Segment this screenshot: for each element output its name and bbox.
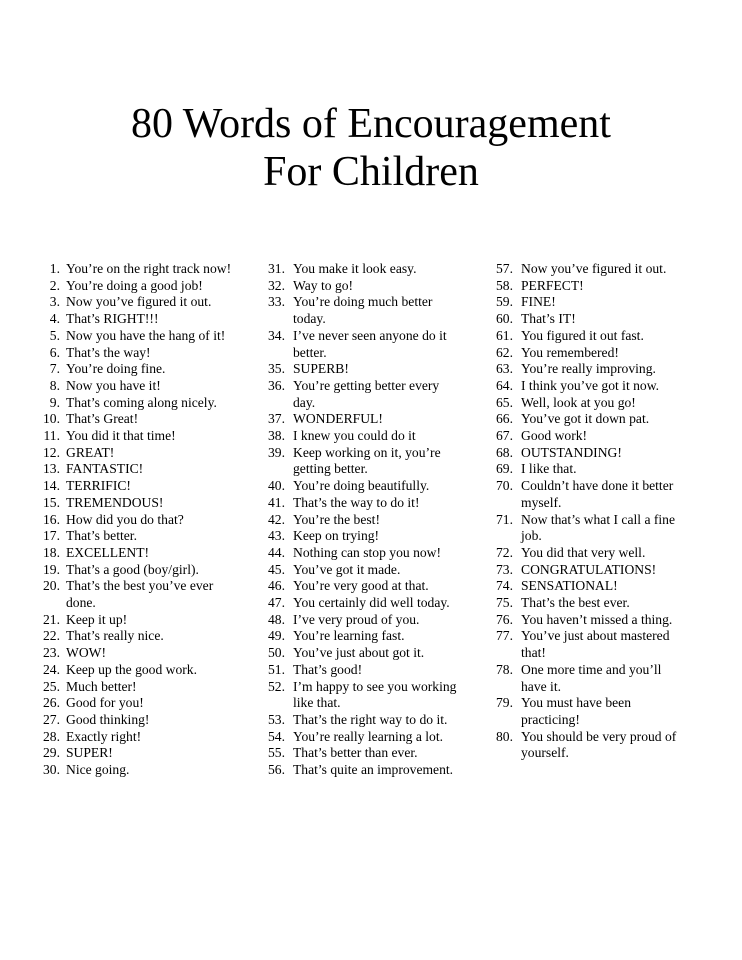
list-item [40,645,255,662]
list-item-number: 17. [43,528,60,544]
list-item-text: You figured it out fast. [521,327,644,343]
list-item-text: That’s good! [293,661,363,677]
list-item-text: You’re really learning a lot. [293,728,443,744]
list-item [268,294,480,327]
list-item-text: You’re doing much better today. [293,294,433,327]
list-item-number: 71. [496,511,513,527]
list-item-number: 42. [268,511,285,527]
list-item [268,745,480,762]
list-item-number: 7. [49,361,60,377]
list-item [40,628,255,645]
list-item [268,512,480,529]
list-item [40,578,255,611]
list-item [268,445,480,478]
list-item-text: SUPER! [66,745,113,761]
list-item [268,528,480,545]
list-item-number: 62. [496,344,513,360]
list-item-text: Now you’ve figured it out. [66,294,212,310]
list-item [268,762,480,779]
list-item [40,328,255,345]
list-item-text: PERFECT! [521,277,584,293]
list-item-text: You’ve just about mastered that! [521,628,670,661]
list-item-number: 53. [268,711,285,727]
list-item-text: You’re doing a good job! [66,277,203,293]
list-item [268,278,480,295]
list-item [268,495,480,512]
list-item [40,745,255,762]
list-item-text: You did it that time! [66,428,176,444]
list-column-3 [496,261,706,762]
list-item-text: CONGRATULATIONS! [521,561,657,577]
list-item-text: FANTASTIC! [66,461,144,477]
list-item [40,729,255,746]
list-item [496,729,706,762]
list-item-text: You’ve got it down pat. [521,411,650,427]
list-column-1 [40,261,255,779]
list-item-number: 76. [496,611,513,627]
list-item [496,378,706,395]
list-item-number: 41. [268,494,285,510]
list-item [496,361,706,378]
list-item [40,679,255,696]
list-item [496,461,706,478]
list-item-number: 21. [43,611,60,627]
list-item-text: That’s the way! [66,344,151,360]
list-item [496,512,706,545]
list-item-number: 9. [49,394,60,410]
list-item-text: Well, look at you go! [521,394,636,410]
list-item-text: You’re very good at that. [293,578,429,594]
list-item [496,294,706,311]
list-item-number: 59. [496,294,513,310]
list-item-number: 3. [49,294,60,310]
list-item-number: 47. [268,595,285,611]
list-item-number: 55. [268,745,285,761]
list-item-number: 80. [496,728,513,744]
list-item [496,328,706,345]
list-item-text: EXCELLENT! [66,544,150,560]
list-item-text: WOW! [66,645,107,661]
list-item-text: I knew you could do it [293,428,416,444]
list-item-number: 13. [43,461,60,477]
list-item-number: 38. [268,428,285,444]
list-item-number: 25. [43,678,60,694]
list-item [40,695,255,712]
list-item-text: I’ve very proud of you. [293,611,420,627]
list-item-number: 63. [496,361,513,377]
list-item-number: 12. [43,444,60,460]
list-item-number: 40. [268,478,285,494]
list-item [268,361,480,378]
list-item-number: 45. [268,561,285,577]
list-item-number: 15. [43,494,60,510]
list-item-text: FINE! [521,294,556,310]
list-item-text: Now you have it! [66,377,161,393]
list-item-number: 52. [268,678,285,694]
list-item-number: 74. [496,578,513,594]
list-item-text: You’re doing fine. [66,361,166,377]
list-item [496,445,706,462]
list-item-number: 57. [496,261,513,276]
list-item-text: I think you’ve got it now. [521,377,660,393]
list-item [268,729,480,746]
list-item [496,311,706,328]
list-item-number: 75. [496,595,513,611]
list-item-text: You’ve got it made. [293,561,401,577]
list-item-text: Good thinking! [66,711,150,727]
list-item-number: 28. [43,728,60,744]
list-item-number: 58. [496,277,513,293]
list-item-text: I’ve never seen anyone do it better. [293,327,447,360]
list-item [40,278,255,295]
list-item-text: Keep it up! [66,611,128,627]
list-item-text: That’s really nice. [66,628,164,644]
list-item-text: You remembered! [521,344,619,360]
list-item-number: 50. [268,645,285,661]
list-item [496,395,706,412]
list-item-number: 35. [268,361,285,377]
list-item [496,662,706,695]
list-item-number: 48. [268,611,285,627]
list-item-text: That’s the way to do it! [293,494,420,510]
list-item-text: TREMENDOUS! [66,494,164,510]
list-column-2 [268,261,480,779]
list-item [40,495,255,512]
list-item [496,695,706,728]
list-item [40,378,255,395]
list-item-text: One more time and you’ll have it. [521,661,662,694]
list-item-text: SUPERB! [293,361,349,377]
list-item-text: That’s coming along nicely. [66,394,217,410]
list-item-text: That’s the right way to do it. [293,711,448,727]
list-item [40,478,255,495]
list-item-number: 19. [43,561,60,577]
list-item-text: Now you’ve figured it out. [521,261,667,276]
list-item-number: 5. [49,327,60,343]
list-item-text: You’re doing beautifully. [293,478,430,494]
list-item-text: Exactly right! [66,728,142,744]
list-item-number: 22. [43,628,60,644]
list-item-text: That’s better. [66,528,137,544]
list-item-text: You haven’t missed a thing. [521,611,673,627]
list-item-text: That’s the best ever. [521,595,630,611]
list-item-text: How did you do that? [66,511,184,527]
list-item-text: You must have been practicing! [521,695,632,727]
list-item-number: 54. [268,728,285,744]
list-item [40,395,255,412]
list-item-text: Keep working on it, you’re getting better. [293,444,441,477]
list-item-text: Nice going. [66,762,130,778]
list-item-number: 2. [49,277,60,293]
list-item-text: I’m happy to see you working like that. [293,678,457,711]
list-item [496,612,706,629]
list-item-text: You’re the best! [293,511,380,527]
list-item-text: That’s the best you’ve ever done. [66,578,214,611]
list-item [496,628,706,661]
list-item-number: 67. [496,428,513,444]
list-item-number: 51. [268,661,285,677]
list-item [40,345,255,362]
list-item-text: Way to go! [293,277,354,293]
list-item [496,478,706,511]
list-item-text: You make it look easy. [293,261,417,276]
list-item [40,528,255,545]
list-item [40,512,255,529]
list-item-text: TERRIFIC! [66,478,131,494]
list-item-text: You should be very proud of yourself. [521,728,677,761]
list-item-number: 4. [49,311,60,327]
list-item-text: Keep on trying! [293,528,380,544]
list-item-number: 34. [268,327,285,343]
list-item [268,595,480,612]
list-item-text: That’s RIGHT!!! [66,311,159,327]
list-item-number: 49. [268,628,285,644]
list-item-text: Good for you! [66,695,144,711]
list-item-text: SENSATIONAL! [521,578,618,594]
list-item [40,662,255,679]
list-item-number: 73. [496,561,513,577]
list-item [40,545,255,562]
list-item [40,461,255,478]
list-item-number: 14. [43,478,60,494]
list-item-text: Much better! [66,678,137,694]
list-item-number: 26. [43,695,60,711]
list-item-number: 65. [496,394,513,410]
list-item-number: 33. [268,294,285,310]
list-item-number: 78. [496,661,513,677]
list-item-number: 46. [268,578,285,594]
list-item-text: GREAT! [66,444,115,460]
list-item [40,428,255,445]
list-item-number: 10. [43,411,60,427]
list-item-text: You’re on the right track now! [66,261,232,276]
list-item-text: WONDERFUL! [293,411,383,427]
list-item [496,578,706,595]
list-item-number: 36. [268,377,285,393]
list-item [496,595,706,612]
list-item-number: 20. [43,578,60,594]
list-item-text: That’s better than ever. [293,745,418,761]
list-item-text: That’s Great! [66,411,139,427]
list-item-text: I like that. [521,461,577,477]
list-item [268,679,480,712]
list-item-number: 31. [268,261,285,276]
list-item [268,545,480,562]
list-item [40,612,255,629]
list-item-text: That’s quite an improvement. [293,762,454,778]
list-item [496,261,706,278]
list-item [496,562,706,579]
list-item [40,294,255,311]
list-item [496,345,706,362]
list-item-number: 79. [496,695,513,711]
list-item [268,328,480,361]
list-item [268,645,480,662]
list-item-text: OUTSTANDING! [521,444,622,460]
list-item-number: 24. [43,661,60,677]
list-item-number: 16. [43,511,60,527]
list-item [268,411,480,428]
list-item [268,712,480,729]
list-item [40,361,255,378]
list-item-number: 11. [43,428,60,444]
list-item-number: 70. [496,478,513,494]
list-item [268,261,480,278]
list-item-number: 43. [268,528,285,544]
list-item-text: Good work! [521,428,588,444]
list-item-number: 44. [268,544,285,560]
list-item-text: You’re getting better every day. [293,377,440,410]
list-item-number: 29. [43,745,60,761]
list-item-text: You’re learning fast. [293,628,405,644]
list-item [496,411,706,428]
page-title: 80 Words of Encouragement [131,101,611,147]
list-item-number: 32. [268,277,285,293]
list-item-number: 68. [496,444,513,460]
list-item-number: 72. [496,544,513,560]
list-item-number: 69. [496,461,513,477]
list-item-text: Now that’s what I call a fine job. [521,511,676,544]
list-item-text: That’s a good (boy/girl). [66,561,199,577]
list-item-text: Keep up the good work. [66,661,197,677]
list-item [40,445,255,462]
list-item-text: Now you have the hang of it! [66,327,226,343]
list-item [268,478,480,495]
list-item-text: That’s IT! [521,311,576,327]
list-item-number: 64. [496,377,513,393]
list-item [40,411,255,428]
list-item-number: 60. [496,311,513,327]
list-item-text: You’ve just about got it. [293,645,425,661]
list-item [40,311,255,328]
list-item-number: 30. [43,762,60,778]
list-item-number: 6. [49,344,60,360]
list-item-number: 18. [43,544,60,560]
list-item [268,378,480,411]
list-item [268,562,480,579]
list-item-text: You’re really improving. [521,361,656,377]
list-item [268,612,480,629]
list-item-number: 27. [43,711,60,727]
list-item-number: 66. [496,411,513,427]
list-item [268,628,480,645]
list-item-number: 8. [49,377,60,393]
list-item-number: 39. [268,444,285,460]
list-item-number: 77. [496,628,513,644]
list-item-text: Nothing can stop you now! [293,544,442,560]
list-item [496,545,706,562]
list-item-number: 61. [496,327,513,343]
list-item-number: 23. [43,645,60,661]
list-item-text: Couldn’t have done it better myself. [521,478,674,510]
list-item [268,578,480,595]
list-item [40,762,255,779]
list-item [40,261,255,278]
list-item [268,662,480,679]
list-item-text: You certainly did well today. [293,595,450,611]
list-item-number: 1. [49,261,60,276]
list-item-number: 56. [268,762,285,778]
list-item-number: 37. [268,411,285,427]
page-subtitle: For Children [263,149,479,195]
list-item [496,428,706,445]
list-item [40,562,255,579]
list-item [40,712,255,729]
list-item [496,278,706,295]
list-item [268,428,480,445]
list-item-text: You did that very well. [521,544,646,560]
